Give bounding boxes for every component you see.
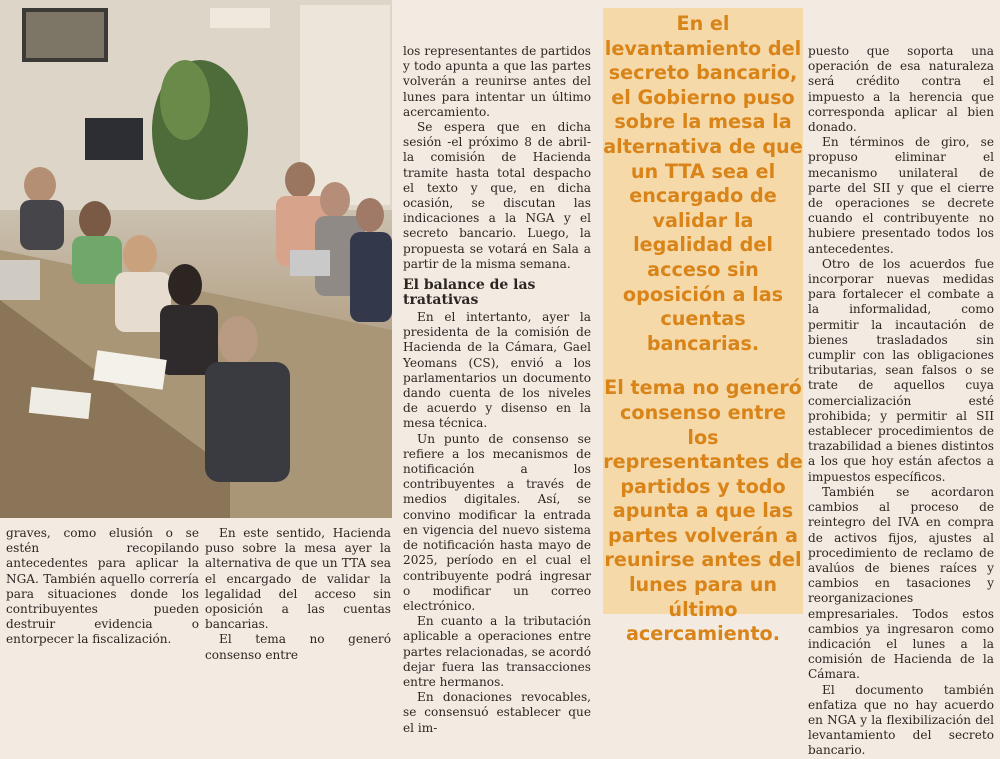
paragraph: El tema no generó consenso entre (205, 632, 391, 662)
paragraph: En este sentido, Hacienda puso sobre la mesa ayer la alternativa de que un TTA sea el encargado de validar la legalidad del acceso sin oposición a las cuentas bancarias. (205, 526, 391, 632)
section-heading: El balance de las tratativas (403, 277, 536, 309)
column-bottom-left (6, 526, 199, 648)
meeting-photo (0, 0, 392, 518)
paragraph: En términos de giro, se propuso eliminar el mecanismo unilateral de parte del SII y que el cierre de operaciones se decrete cuando el contribuyente no hubiere presentado todos los antecedentes. (808, 135, 994, 256)
paragraph: graves, como elusión o se estén recopilando antecedentes para aplicar la NGA. También aquello correría para situaciones donde los contribuyentes pueden destruir evidencia o entorpecer la fiscalización. (6, 526, 199, 647)
paragraph: Otro de los acuerdos fue incorporar nuevas medidas para fortalecer el combate a la informalidad, como permitir la incautación de bienes trasladados sin cumplir con las obligaciones tributarias, sean falsos o se trate de aquellos cuya comercialización esté prohibida; y permitir al SII establecer procedimientos de trazabilidad a bienes distintos a los que hoy están afectos a impuestos específicos. (808, 256, 994, 484)
column-bottom-middle (205, 526, 391, 663)
pull-quote-text: El tema no generó consenso entre los representantes de partidos y todo apunta a que las partes volverán a reunirse antes del lunes para un último acercamiento. (603, 376, 803, 646)
paragraph: Un punto de consenso se refiere a los mecanismos de notificación a los contribuyentes a través de medios digitales. Así, se convino modificar la entrada en vigencia del nuevo sistema de notificación hasta mayo de 2025, período en el cual el contribuyente podrá ingresar o modificar un correo electrónico. (403, 431, 591, 613)
paragraph: En donaciones revocables, se consensuó establecer que el im- (403, 690, 591, 735)
paragraph: los representantes de partidos y todo apunta a que las partes volverán a reunirse antes del lunes para intentar un último acercamiento. (403, 44, 591, 119)
paragraph: El documento también enfatiza que no hay acuerdo en NGA y la flexibilización del levantamiento del secreto bancario. (808, 682, 994, 758)
paragraph: En el intertanto, ayer la presidenta de la comisión de Hacienda de la Cámara, Gael Yeomans (CS), envió a los parlamentarios un documento dando cuenta de los niveles de acuerdo y disenso en la mesa técnica. (403, 310, 591, 431)
paragraph: Se espera que en dicha sesión -el próximo 8 de abril- la comisión de Hacienda tramite hasta total despacho el texto y que, en dicha ocasión, se discutan las indicaciones a la NGA y el secreto bancario. Luego, la propuesta se votará en Sala a partir de la misma semana. (403, 120, 591, 271)
column-right (808, 44, 994, 759)
paragraph: También se acordaron cambios al proceso de reintegro del IVA en compra de activos fijos, ajustes al procedimiento de reclamo de avalúos de bienes raíces y cambios en tasaciones y reorganizaciones empresariales. Todos estos cambios ya ingresaron como indicación el lunes a la comisión de Hacienda de la Cámara. (808, 484, 994, 682)
paragraph: En cuanto a la tributación aplicable a operaciones entre partes relacionadas, se acordó dejar fuera las transacciones entre hermanos. (403, 614, 591, 689)
paragraph: puesto que soporta una operación de esa naturaleza será crédito contra el impuesto a la herencia que corresponda aplicar al bien donado. (808, 44, 994, 135)
pull-quote (603, 8, 803, 646)
column-center (403, 44, 591, 736)
pull-quote-text: En el levantamiento del secreto bancario, el Gobierno puso sobre la mesa la alternativa de que un TTA sea el encargado de validar la legalidad del acceso sin oposición a las cuentas bancarias. (603, 12, 803, 355)
